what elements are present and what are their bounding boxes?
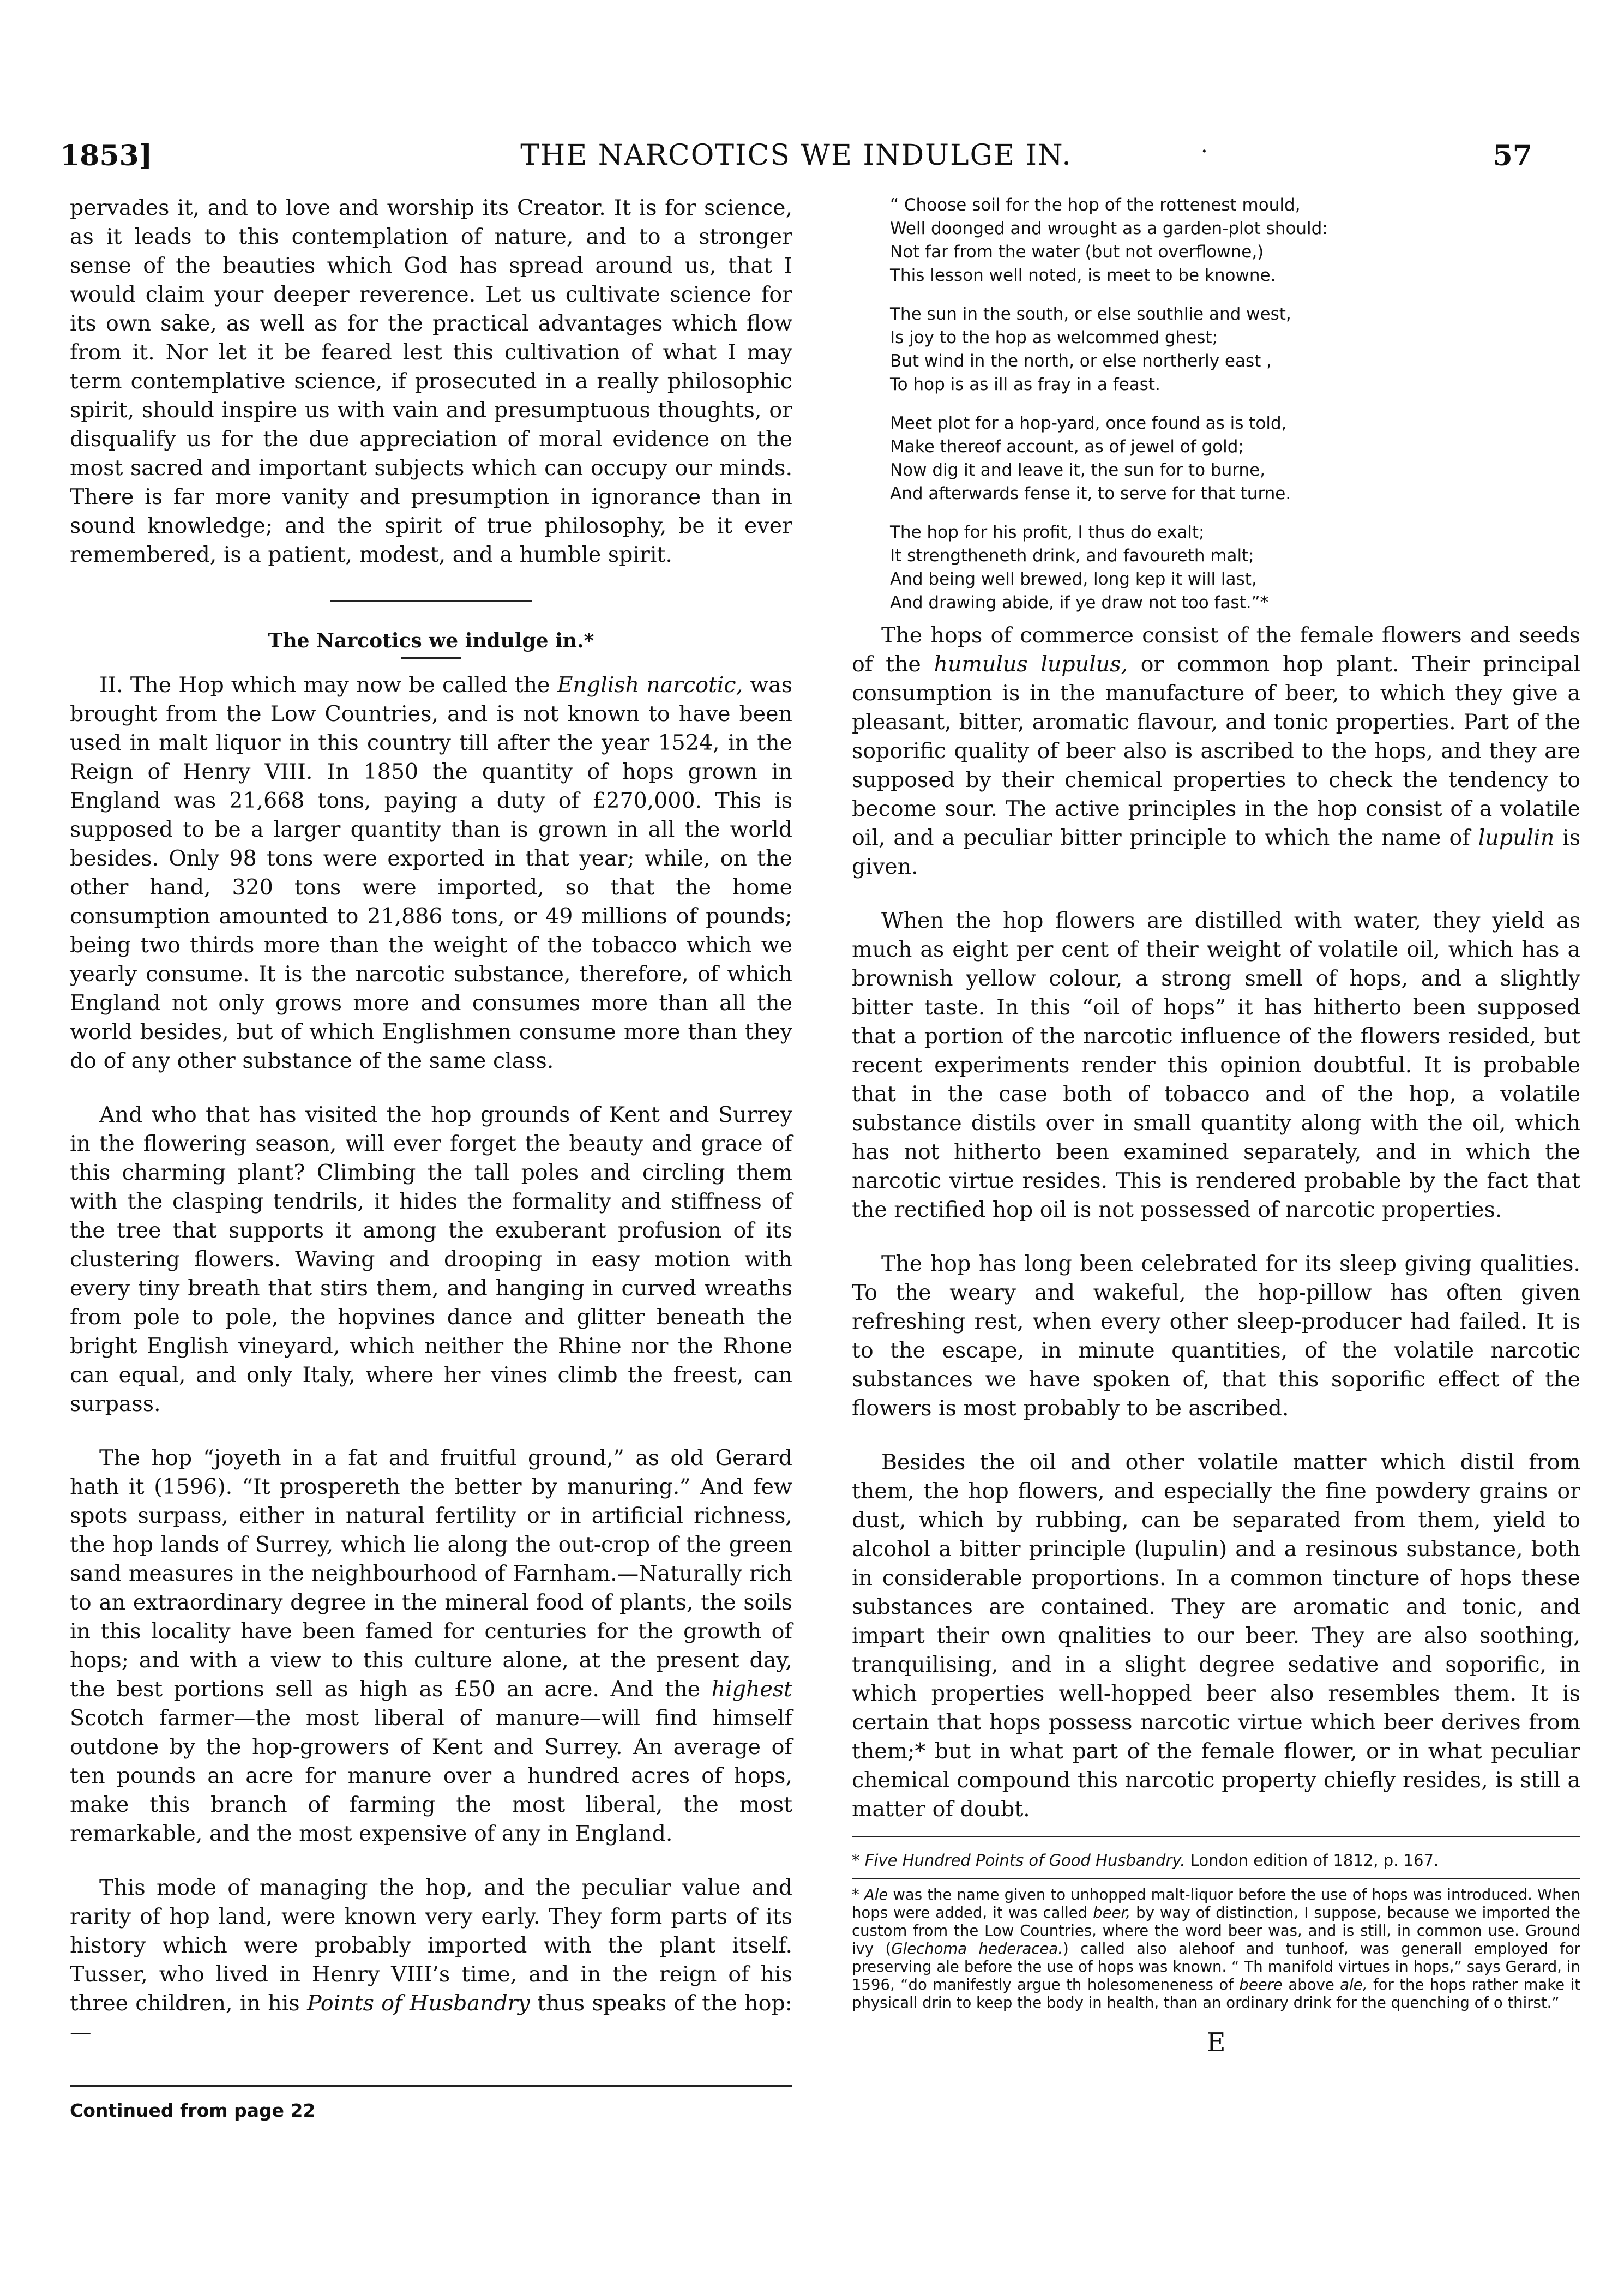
text-run: Scotch farmer—the most liberal of manure—will find himself outdone by the hop-growers of Kent and Surrey. An average of ten pounds an acre for manure over a hundred acres of hops, make this branch of farming the most liberal, the most remarkable, and the most expensive of any in England.	[70, 1706, 792, 1846]
title-underline	[401, 657, 461, 659]
poem-stanza	[890, 303, 1580, 397]
footnote-ale-and-beer	[852, 1886, 1580, 2012]
poem-line: Not far from the water (but not overflowne,)	[890, 242, 1264, 262]
poem-line: It strengtheneth drink, and favoureth malt;	[890, 546, 1254, 566]
poem-stanza	[890, 194, 1580, 287]
paragraph-hop-management	[70, 1873, 792, 2047]
emphasis-text: Ale	[864, 1886, 888, 1903]
poem-line: The hop for his profit, I thus do exalt;	[890, 523, 1205, 542]
section-divider	[330, 600, 532, 602]
emphasis-text: humulus lupulus,	[934, 652, 1128, 677]
text-run: was the name given to unhopped malt-liquor before the use of hops was introduced. When hops were added, it was called	[852, 1886, 1580, 1921]
text-run: by way of distinction, I suppose, because we imported the custom from the Low Countries, where the word beer was, and is still, in common use. Ground ivy (	[852, 1904, 1580, 1957]
page-number: 57	[1493, 139, 1532, 172]
text-run: II. The Hop which may now be called the	[99, 672, 557, 698]
poem-line: Make thereof account, as of jewel of gold;	[890, 437, 1244, 457]
paragraph-hop-soil	[70, 1444, 792, 1848]
footnote-rule	[852, 1878, 1580, 1879]
text-run: ) called also alehoof and tunhoof, was generall employed for preserving ale before the use of hops was known. “ Th manifold virtues in hops,” says Gerard, in 1596, “do manifestly argue th holesomeneness of	[852, 1940, 1580, 1993]
emphasis-text: lupulin	[1478, 825, 1555, 850]
text-run: or common hop plant. Their principal consumption is in the manufacture of beer, to which they give a pleasant, bitter, aromatic flavour, and tonic properties. Part of the soporific quality of beer also is ascribed to the hops, and they are supposed by their chemical properties to check the tendency to become sour. The active principles in the hop consist of a volatile oil, and a peculiar bitter principle to which the name of	[852, 652, 1580, 850]
paragraph-hop-oil: When the hop flowers are distilled with water, they yield as much as eight per cent of their weight of volatile oil, which has a brownish yellow colour, a strong smell of hops, and a slightly bitter taste. In this “oil of hops” it has hitherto been supposed that a portion of the narcotic influence of the flowers resided, but recent experiments render this opinion doubtful. It is probable that in the case both of tobacco and of the hop, a volatile substance distils over in small quantity along with the oil, which has not hitherto been examined separately, and in which the narcotic virtue resides. This is rendered probable by the fact that the rectified hop oil is not possessed of narcotic properties.	[852, 908, 1580, 1222]
text-run: was brought from the Low Countries, and is not known to have been used in malt liquor in this country till after the year 1524, in the Reign of Henry VIII. In 1850 the quantity of hops grown in England was 21,668 tons, paying a duty of £270,000. This is supposed to be a larger quantity than is grown in all the world besides. Only 98 tons were exported in that year; while, on the other hand, 320 tons were imported, so that the home consumption amounted to 21,886 tons, or 49 millions of pounds; being two thirds more than the weight of the tobacco which we yearly consume. It is the narcotic substance, therefore, of which England not only grows more and consumes more than all the world besides, but of which Englishmen consume more than they do of any other substance of the same class.	[70, 672, 793, 1073]
poem-line: The sun in the south, or else southlie and west,	[890, 304, 1291, 324]
spacer	[70, 1419, 792, 1444]
emphasis-text: beer,	[1093, 1904, 1131, 1921]
poem-line: And afterwards fense it, to serve for that turne.	[890, 484, 1291, 503]
spacer	[852, 1423, 1580, 1448]
footnote-five-hundred-points	[852, 1851, 1580, 1870]
emphasis-text: beere	[1239, 1976, 1283, 1993]
text-run: London edition of 1812, p. 167.	[1185, 1851, 1439, 1870]
poem-line: But wind in the north, or else northerly east ,	[890, 351, 1272, 371]
paragraph-hop-grounds: And who that has visited the hop grounds of Kent and Surrey in the flowering season, will ever forget the beauty and grace of this charming plant? Climbing the tall poles and circling them with the clasping tendrils, it hides the formality and stiffness of the tree that supports it among the exuberant profusion of its clustering flowers. Waving and drooping in easy motion with every tiny breath that stirs them, and hanging in curved wreaths from pole to pole, the hopvines dance and glitter beneath the bright English vineyard, which neither the Rhine nor the Rhone can equal, and only Italy, where her vines climb the freest, can surpass.	[70, 1102, 792, 1416]
left-column	[70, 194, 792, 2121]
poem-line: To hop is as ill as fray in a feast.	[890, 375, 1160, 394]
text-run: This mode of managing the hop, and the peculiar value and rarity of hop land, were known very early. They form parts of its history which were probably imported with the plant itself. Tusser, who lived in Henry VIII’s time, and in the reign of his three children, in his	[70, 1875, 792, 2016]
emphasis-text: Glechoma hederacea.	[891, 1940, 1063, 1957]
spacer	[852, 881, 1580, 906]
tusser-poem	[890, 194, 1580, 615]
continued-note: Continued from page 22	[70, 2100, 316, 2121]
poem-line: And being well brewed, long kep it will last,	[890, 569, 1257, 589]
section-title: The Narcotics we indulge in.*	[268, 629, 594, 652]
poem-line: Now dig it and leave it, the sun for to burne,	[890, 460, 1265, 480]
running-header	[60, 139, 1532, 183]
paragraph-lupulin: Besides the oil and other volatile matter which distil from them, the hop flowers, and especially the fine powdery grains or dust, which by rubbing, can be separated from them, yield to alcohol a bitter principle (lupulin) and a resinous substance, both in considerable proportions. In a common tincture of hops these substances are contained. They are aromatic and tonic, and impart their own qnalities to our beer. They are also soothing, tranquilising, and in a slight degree sedative and soporific, in which properties well-hopped beer also resembles them. It is certain that hops possess narcotic virtue which beer derives from them;* but in what part of the female flower, or in what peculiar chemical compound this narcotic property chiefly resides, is still a matter of doubt.	[852, 1450, 1580, 1822]
poem-line: This lesson well noted, is meet to be knowne.	[890, 266, 1276, 285]
header-dot: ·	[1201, 139, 1208, 164]
spacer	[852, 1224, 1580, 1250]
poem-line: Meet plot for a hop-yard, once found as is told,	[890, 413, 1287, 433]
emphasis-text: Points of Husbandry	[306, 1991, 530, 2016]
spacer	[70, 1848, 792, 1873]
emphasis-text: English narcotic,	[557, 672, 743, 698]
text-run: The hops of commerce consist of the female flowers and seeds of the	[852, 623, 1580, 677]
poem-line: Well doonged and wrought as a garden-plot should:	[890, 219, 1328, 238]
emphasis-text: Five Hundred Points of Good Husbandry.	[864, 1851, 1186, 1870]
paragraph-sleep-qualities: The hop has long been celebrated for its sleep giving qualities. To the weary and wakeful, the hop-pillow has often given refreshing rest, when every other sleep-producer had failed. It is to the escape, in minute quantities, of the volatile narcotic substances we have spoken of, that this soporific effect of the flowers is most probably to be ascribed.	[852, 1251, 1580, 1421]
right-column	[852, 194, 1580, 2058]
poem-line: Is joy to the hop as welcommed ghest;	[890, 328, 1218, 347]
poem-stanza	[890, 521, 1580, 615]
text-run: above	[1282, 1976, 1340, 1993]
poem-stanza	[890, 412, 1580, 506]
paragraph-hop-history	[70, 671, 792, 1076]
column-end-rule	[70, 2085, 792, 2087]
signature-mark: E	[1206, 2027, 1226, 2058]
intro-paragraph: pervades it, and to love and worship its Creator. It is for science, as it leads to this contemplation of nature, and to a stronger sense of the beauties which God has spread around us, that I would claim your deeper reverence. Let us cultivate science for its own sake, as well as for the practical advantages which flow from it. Nor let it be feared lest this cultivation of what I may term contemplative science, if prosecuted in a really philosophic spirit, should inspire us with vain and presumptuous thoughts, or disqualify us for the due appreciation of moral evidence on the most sacred and important subjects which can occupy our minds. There is far more vanity and presumption in ignorance than in sound knowledge; and the spirit of true philosophy, be it ever remembered, is a patient, modest, and a humble spirit.	[70, 195, 792, 567]
poem-line: And drawing abide, if ye draw not too fast.”*	[890, 593, 1269, 612]
text-run: for the hops rather make it physicall drin to keep the body in health, than an ordinary drink for the quenching of o thirst.”	[852, 1976, 1581, 2011]
spacer	[70, 1076, 792, 1101]
footnote-rule	[852, 1836, 1580, 1837]
paragraph-hops-of-commerce	[852, 621, 1580, 881]
footnote-marker: *	[852, 1886, 864, 1903]
emphasis-text: ale,	[1340, 1976, 1368, 1993]
header-title: THE NARCOTICS WE INDULGE IN.	[520, 139, 1072, 172]
text-run: The hop “joyeth in a fat and fruitful ground,” as old Gerard hath it (1596). “It prospereth the better by manuring.” And few spots surpass, either in natural fertility or in artificial richness, the hop lands of Surrey, which lie along the out-crop of the green sand measures in the neighbourhood of Farnham.—Naturally rich to an extraordinary degree in the mineral food of plants, the soils in this locality have been famed for centuries for the growth of hops; and with a view to this culture alone, at the present day, the best portions sell as high as £50 an acre. And the	[70, 1445, 792, 1702]
poem-line: “ Choose soil for the hop of the rottenest mould,	[890, 195, 1301, 215]
text-run: is given.	[852, 825, 1581, 879]
emphasis-text: highest	[711, 1677, 792, 1702]
header-year: 1853]	[60, 139, 153, 172]
footnote-marker: *	[852, 1851, 865, 1870]
text-run: thus speaks of the hop:—	[70, 1991, 792, 2045]
